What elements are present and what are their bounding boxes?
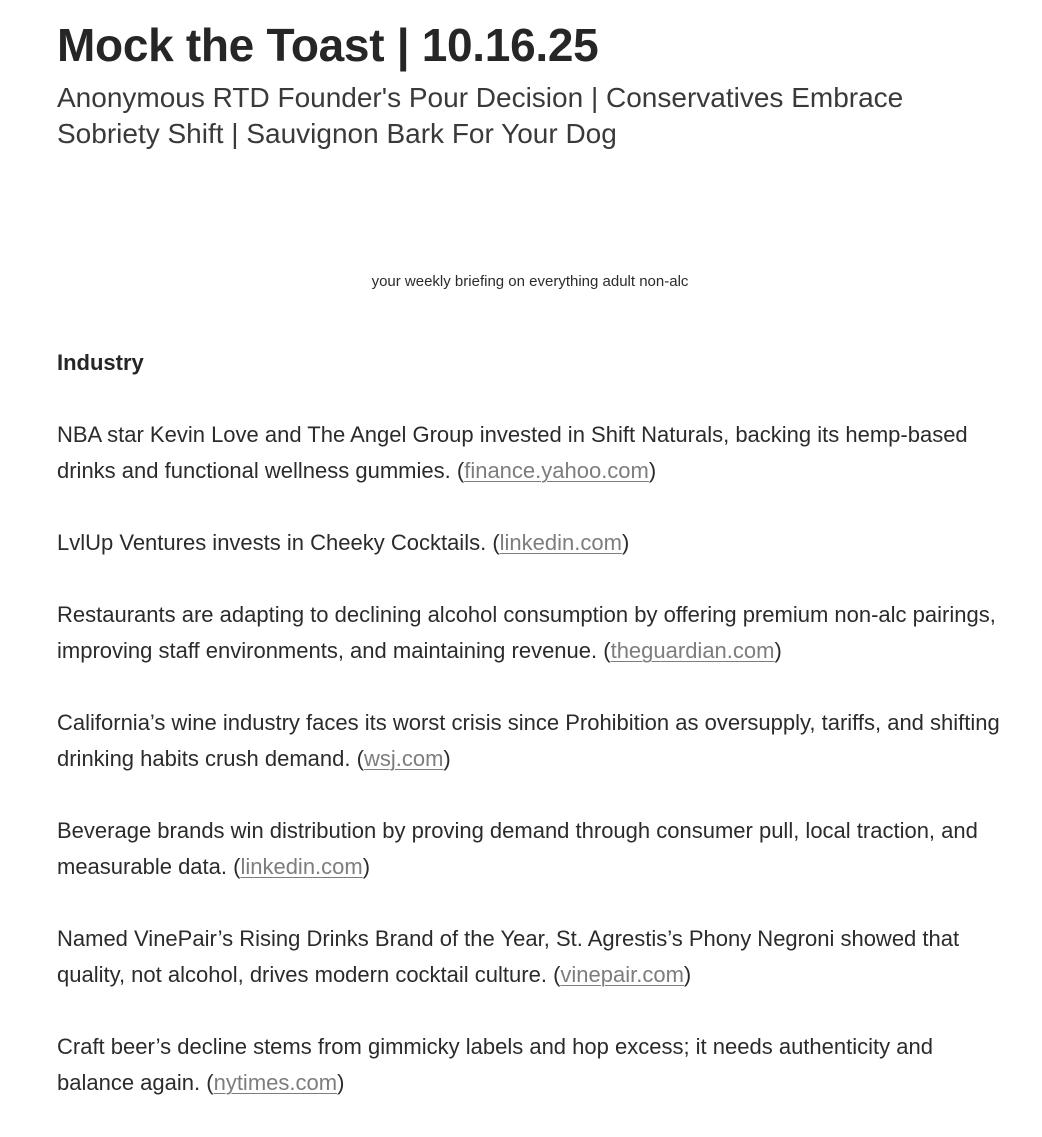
news-item: Named VinePair’s Rising Drinks Brand of the Year, St. Agrestis’s Phony Negroni showed that quality, not alcohol, drives modern cocktail culture. (vinepair.com): [57, 926, 960, 987]
news-item: Craft beer’s decline stems from gimmicky labels and hop excess; it needs authenticity and balance again. (nytimes.com): [57, 1034, 933, 1095]
section-heading: Industry: [57, 350, 144, 375]
source-link[interactable]: vinepair.com: [560, 962, 684, 987]
source-link[interactable]: linkedin.com: [240, 854, 363, 879]
source-link[interactable]: theguardian.com: [610, 638, 775, 663]
news-item: NBA star Kevin Love and The Angel Group invested in Shift Naturals, backing its hemp-based drinks and functional wellness gummies. (finance.yahoo.com): [57, 422, 968, 483]
news-item-text: Restaurants are adapting to declining alcohol consumption by offering premium non-alc pairings, improving staff environments, and maintaining revenue.: [57, 602, 996, 663]
newsletter: [57, 0, 1007, 1095]
news-item-text: LvlUp Ventures invests in Cheeky Cocktails.: [57, 530, 487, 555]
news-item: Beverage brands win distribution by proving demand through consumer pull, local traction, and measurable data. (linkedin.com): [57, 818, 978, 879]
news-item: Restaurants are adapting to declining alcohol consumption by offering premium non-alc pairings, improving staff environments, and maintaining revenue. (theguardian.com): [57, 602, 996, 663]
source-link[interactable]: finance.yahoo.com: [464, 458, 649, 483]
news-item: LvlUp Ventures invests in Cheeky Cocktails. (linkedin.com): [57, 530, 630, 555]
newsletter-tagline: your weekly briefing on everything adult non-alc: [371, 273, 689, 290]
source-link[interactable]: wsj.com: [363, 746, 444, 771]
news-item-text: Craft beer’s decline stems from gimmicky labels and hop excess; it needs authenticity and balance again.: [57, 1034, 933, 1095]
news-item-text: NBA star Kevin Love and The Angel Group invested in Shift Naturals, backing its hemp-based drinks and functional wellness gummies.: [57, 422, 968, 483]
newsletter-subtitle: Anonymous RTD Founder's Pour Decision | Conservatives Embrace Sobriety Shift | Sauvignon Bark For Your Dog: [57, 82, 904, 149]
industry-section: [57, 348, 1007, 1137]
news-item-text: Beverage brands win distribution by proving demand through consumer pull, local traction, and measurable data.: [57, 818, 978, 879]
news-item-text: California’s wine industry faces its worst crisis since Prohibition as oversupply, tariffs, and shifting drinking habits crush demand.: [57, 710, 1000, 771]
news-item-text: Named VinePair’s Rising Drinks Brand of the Year, St. Agrestis’s Phony Negroni showed that quality, not alcohol, drives modern cocktail culture.: [57, 926, 960, 987]
newsletter-title: Mock the Toast | 10.16.25: [57, 19, 599, 71]
news-item: California’s wine industry faces its worst crisis since Prohibition as oversupply, tariffs, and shifting drinking habits crush demand. (wsj.com): [57, 710, 1000, 771]
source-link[interactable]: linkedin.com: [499, 530, 622, 555]
source-link[interactable]: nytimes.com: [213, 1070, 338, 1095]
news-list: [57, 417, 1007, 1101]
